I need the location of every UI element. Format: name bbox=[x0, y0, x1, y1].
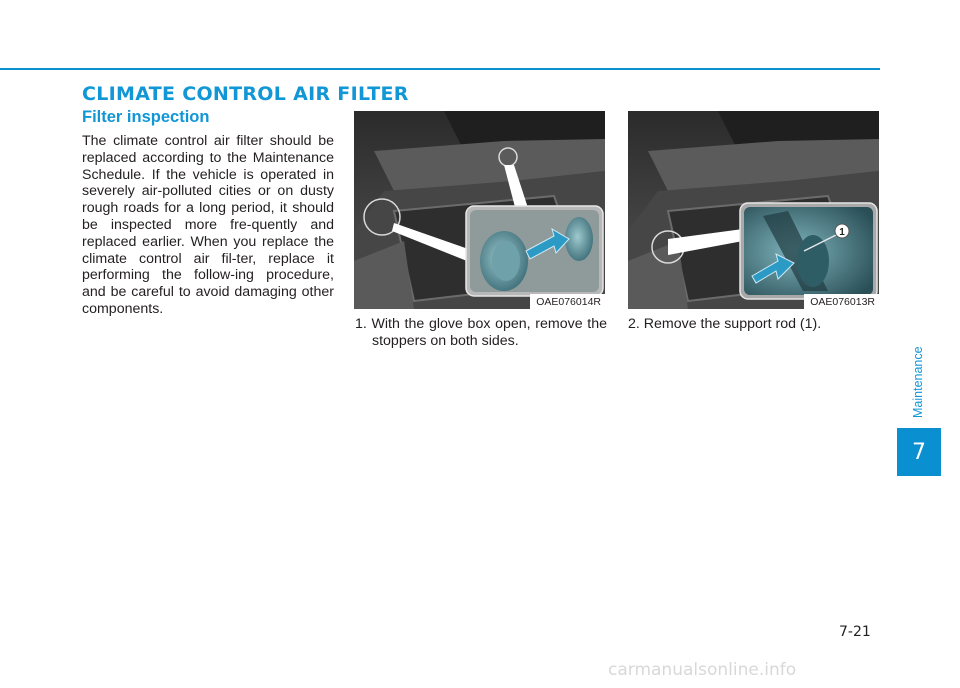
section-title: CLIMATE CONTROL AIR FILTER bbox=[82, 83, 409, 105]
subsection-title: Filter inspection bbox=[82, 108, 210, 126]
header-rule bbox=[0, 68, 880, 70]
figure-code: OAE076013R bbox=[804, 294, 879, 309]
glove-box-illustration bbox=[354, 111, 605, 309]
step-2-caption: 2. Remove the support rod (1). bbox=[628, 316, 822, 332]
watermark: carmanualsonline.info bbox=[608, 660, 797, 680]
callout-number-1: 1 bbox=[839, 227, 845, 238]
support-rod-illustration bbox=[628, 111, 879, 309]
step-1-caption: 1. With the glove box open, remove the stoppers on both sides. bbox=[355, 316, 607, 349]
figure-code: OAE076014R bbox=[530, 294, 605, 309]
figure-glove-box-stoppers bbox=[354, 111, 605, 309]
figure-support-rod bbox=[628, 111, 879, 309]
chapter-number-tab: 7 bbox=[897, 428, 941, 476]
body-paragraph: The climate control air filter should be replaced according to the Maintenance Schedule. If the vehicle is operated in severely air-polluted cities or on dusty rough roads for a long period, it should be inspected more fre-quently and replaced earlier. When you replace the climate control air fil-ter, replace it performing the follow-ing procedure, and be careful to avoid damaging other components. bbox=[82, 133, 334, 317]
chapter-side-label: Maintenance bbox=[911, 346, 925, 418]
page-number: 7-21 bbox=[839, 624, 871, 640]
